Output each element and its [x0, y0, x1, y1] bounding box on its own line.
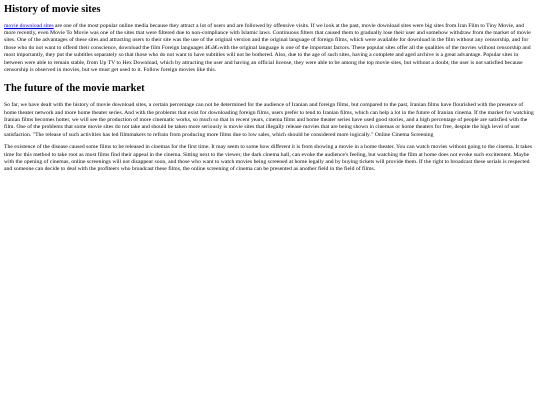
future-paragraph-2: The existence of the disease caused some films to be released in cinemas for the first time. It may seem to some how different it is from showing a movie in a home theater. You can watch movies without going to the cinema. It takes time for this method to take root as most films find their appeal in the cinema. Sitting next to the viewer, the dark cinema hall, can evoke the audience's feeling, but watching the film at home does not evoke such excitement. Maybe with the opening of cinemas, online screenings will not disappear soon, and those who want to watch movies being screened at home legally and by buying tickets will provide them. If the right to broadcast these serials is respected and someone can decide to deal with the profiteers who broadcast these films, the online screening of cinema can be presented as another field in the field of films. — [4, 144, 533, 173]
article — [0, 0, 540, 174]
history-paragraph — [4, 23, 536, 75]
movie-download-sites-link[interactable]: movie download sites — [4, 22, 54, 29]
heading-future: The future of the movie market — [4, 83, 145, 95]
future-paragraph-1: So far, we have dealt with the history of movie download sites, a certain percentage can not be determined for the audience of Iranian and foreign films, but compared to the past, Iranian films have flourished with the presence of home theater network and more home theater series. And with the problems that exist for downloading foreign films, users prefer to tend to Iranian films, which can help a lot in the future of Iranian cinema. If the market for watching Iranian films becomes hotter, we will see the production of more cinematic works, so much so that in recent years, cinema films and home theater series have used good stories, and a high percentage of people are satisfied with the film. One of the problems that some movie sites do not take and should be taken more seriously is movie sites that illegally release movies that are being shown in cinemas or home theaters for free, despite the high level of user satisfaction. "The release of such activities has led filmmakers to refrain from producing more films due to low sales, which should be considered more logically." Online Cinema Screening — [4, 102, 534, 138]
history-paragraph-text: are one of the most popular online media because they attract a lot of users and are followed by offensive visits. If we look at the past, movie download sites were big sites from Iran Film to Tiny Movie, and more recently, even Movie To Movie was one of the sites that were filtered due to non-compliance with Islamic laws. Continuous filters that caused them to gradually lose their user and somehow withdraw from the market of movie sites. One of the advantages of these sites and attracting users to their site was the use of the original version and the original language of foreign films, which were available for download in the film without any censorship, and for those who do not want to offend their conscience, download the film Foreign languages â€‹â€‹with the original language is one of the important factors. These popular sites offer all the qualities of the movies without censorship and most importantly, they put the subtitles separately so that those who do not want to have subtitles will not be bothered. Also, due to the age of such sites, having a complete and aged archive is a great advantage. Popular sites in between were able to remain stable, from Up TV to Hex Download, which by attracting the user and having an official license, they were able to be among the top movie sites, but without a doubt, the user is not satisfied because censorship is observed in movies, but we must get used to it. Follow foreign movies like this. — [4, 22, 531, 74]
heading-history: History of movie sites — [4, 4, 101, 15]
